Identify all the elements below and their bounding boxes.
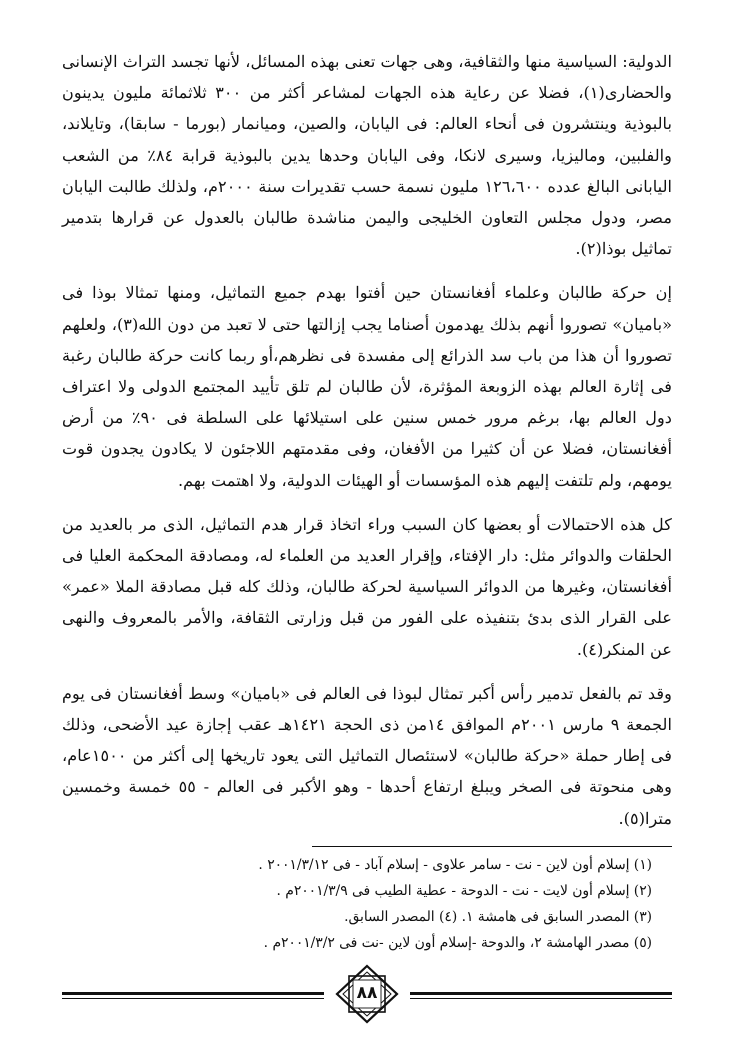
footer-rule-right [410, 992, 672, 995]
footer-rule-left-thin [62, 998, 324, 999]
page-body [62, 46, 672, 847]
footnotes [62, 852, 652, 956]
footnote-1: (١) إسلام أون لاين - نت - سامر علاوى - إسلام آباد - فى ٢٠٠١/٣/١٢ . [258, 857, 652, 873]
page-footer [62, 964, 672, 1024]
paragraph-4: وقد تم بالفعل تدمير رأس أكبر تمثال لبوذا فى العالم فى «باميان» وسط أفغانستان فى يوم الجمعة ٩ مارس ٢٠٠١م الموافق ١٤من ذى الحجة ١٤٢١هـ عقب إجازة عيد الأضحى، وذلك فى إطار حملة «حركة طالبان» لاستئصال التماثيل التى يعود تاريخها إلى أكثر من ١٥٠٠عام، وهى منحوتة فى الصخر ويبلغ ارتفاع أحدها - وهو الأكبر فى العالم - ٥٥ خمسة وخمسين مترا(٥). [62, 683, 672, 828]
paragraph-3: كل هذه الاحتمالات أو بعضها كان السبب وراء اتخاذ قرار هدم التماثيل، الذى مر بالعديد من الحلقات والدوائر مثل: دار الإفتاء، وإقرار العديد من العلماء له، ومصادقة المحكمة العليا فى أفغانستان، وغيرها من الدوائر السياسية لحركة طالبان، وذلك كله قبل مصادقة الملا «عمر» على القرار الذى بدئ بتنفيذه على الفور من قبل وزارتى الثقافة، والأمر بالمعروف والنهى عن المنكر(٤). [62, 514, 672, 659]
footer-rule-left [62, 992, 324, 995]
footnote-3-4: (٣) المصدر السابق فى هامشة ١. (٤) المصدر السابق. [344, 909, 652, 925]
footnote-2: (٢) إسلام أون لايت - نت - الدوحة - عطية الطيب فى ٢٠٠١/٣/٩م . [276, 883, 652, 899]
footer-rule-right-thin [410, 998, 672, 999]
page-number-ornament [327, 964, 407, 1024]
page-number: ٨٨ [356, 983, 378, 1003]
paragraph-1: الدولية: السياسية منها والثقافية، وهى جهات تعنى بهذه المسائل، لأنها تجسد التراث الإنسانى والحضارى(١)، فضلا عن رعاية هذه الجهات لمشاعر أكثر من ٣٠٠ ثلاثمائة مليون يدينون بالبوذية وينتشرون فى أنحاء العالم: فى اليابان، والصين، وميانمار (بورما - سابقا)، وتايلاند، والفلبين، وماليزيا، وسيرى لانكا، وفى اليابان وحدها يدين بالبوذية قرابة ٨٤٪ من الشعب اليابانى البالغ عدده ١٢٦،٦٠٠ مليون نسمة حسب تقديرات سنة ٢٠٠٠م، ولذلك طالبت اليابان مصر، ودول مجلس التعاون الخليجى واليمن مناشدة طالبان بالعدول عن قرارها بتدمير تماثيل بوذا(٢). [62, 52, 672, 259]
footnote-separator [312, 846, 672, 847]
footnote-5: (٥) مصدر الهامشة ٢، والدوحة -إسلام أون لاين -نت فى ٢٠٠١/٣/٢م . [263, 935, 652, 951]
paragraph-2: إن حركة طالبان وعلماء أفغانستان حين أفتوا بهدم جميع التماثيل، ومنها تمثالا بوذا فى «باميان» تصوروا أنهم بذلك يهدمون أصناما يجب إزالتها حتى لا تعبد من دون الله(٣)، ولعلهم تصوروا أن هذا من باب سد الذرائع إلى مفسدة فى نظرهم،أو ربما كانت حركة طالبان رغبة فى إثارة العالم بهذه الزوبعة المؤثرة، لأن طالبان لم تلق تأييد المجتمع الدولى ولا اعتراف دول العالم بها، برغم مرور خمس سنين على استيلائها على السلطة فى ٩٠٪ من أرض أفغانستان، فضلا عن أن كثيرا من الأفغان، وفى مقدمتهم اللاجئون لا يكادون يجدون قوت يومهم، ولم تلتفت إليهم هذه المؤسسات أو الهيئات الدولية، ولا اهتمت بهم. [62, 283, 672, 490]
